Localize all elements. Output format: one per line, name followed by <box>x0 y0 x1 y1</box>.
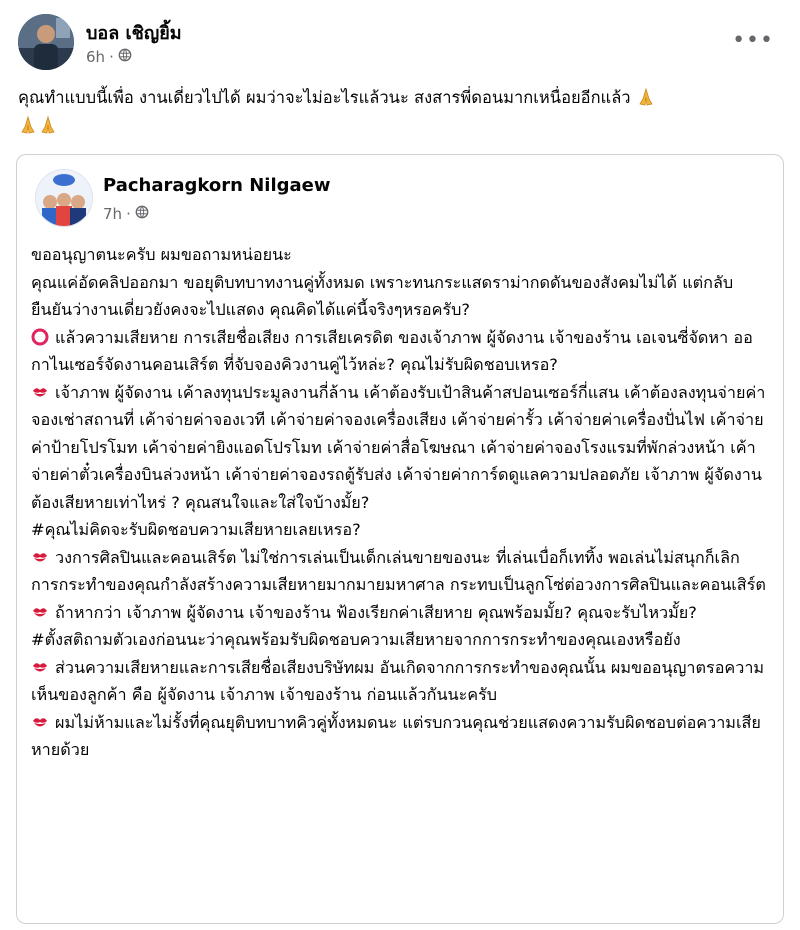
post-time[interactable]: 6h <box>86 48 106 66</box>
shared-post-line <box>31 654 771 709</box>
shared-post-line-text: วงการศิลปินและคอนเสิร์ต ไม่ใช่การเล่นเป็นเด็กเล่นขายของนะ ที่เล่นเบื่อก็เททิ้ง พอเล่นไม่สนุกก็เลิก การกระทำของคุณกำลังสร้างความเสียหายมากมายมหาศาล กระทบเป็นลูกโซ่ต่อวงการศิลปินและคอนเสิร์ต <box>31 547 766 594</box>
shared-post-line <box>31 599 771 627</box>
shared-post-line-text: แล้วความเสียหาย การเสียชื่อเสียง การเสียเครดิต ของเจ้าภาพ ผู้จัดงาน เจ้าของร้าน เอเจนซี่จัดหา ออกาไนเซอร์จัดงานคอนเสิร์ต ที่จับจองคิวงานคู่ไว้หล่ะ? คุณไม่รับผิดชอบเหรอ? <box>31 327 753 374</box>
shared-post-line <box>31 709 771 764</box>
shared-post-meta: 7h · <box>103 205 149 223</box>
shared-post-line-text: ผมไม่ห้ามและไม่รั้งที่คุณยุติบทบาทคิวคู่ทั้งหมดนะ แต่รบกวนคุณช่วยแสดงความรับผิดชอบต่อความเสียหายด้วย <box>31 712 761 759</box>
shared-post-line-text: ขออนุญาตนะครับ ผมขอถามหน่อยนะ <box>31 245 292 264</box>
post-header <box>18 14 782 74</box>
shared-post-card[interactable] <box>16 154 784 924</box>
shared-post-line <box>31 269 771 324</box>
shared-post-line <box>31 324 771 379</box>
shared-post-line <box>31 516 771 544</box>
post-text <box>18 84 778 140</box>
shared-post-line-text: #คุณไม่คิดจะรับผิดชอบความเสียหายเลยเหรอ? <box>31 520 361 539</box>
shared-author-avatar[interactable] <box>35 169 93 227</box>
shared-post-line-text: #ตั้งสติถามตัวเองก่อนนะว่าคุณพร้อมรับผิดชอบความเสียหายจากการกระทำของคุณเองหรือยัง <box>31 630 681 649</box>
shared-post-line-text: เจ้าภาพ ผู้จัดงาน เค้าลงทุนประมูลงานกี่ล้าน เค้าต้องรับเป้าสินค้าสปอนเซอร์กี่แสน เค้าต้องลงทุนจ่ายค่าจองเช่าสถานที่ เค้าจ่ายค่าจองเวที เค้าจ่ายค่าจองเครื่องเสียง เค้าจ่ายค่ารั้ว เค้าจ่ายค่าเครื่องปั่นไฟ เค้าจ่ายค่าป้ายโปรโมท เค้าจ่ายค่ายิงแอดโปรโมท เค้าจ่ายค่าสื่อโฆษณา เค้าจ่ายค่าจองโรงแรมที่พักล่วงหน้า เค้าจ่ายค่าตั๋วเครื่องบินล่วงหน้า เค้าจ่ายค่าจองรถตู้รับส่ง เค้าจ่ายค่าการ์ดดูแลความปลอดภัย เจ้าภาพ ผู้จัดงานต้องเสียหายเท่าไหร่ ? คุณสนใจและใส่ใจบ้างมั้ย? <box>31 382 766 512</box>
shared-post-line <box>31 544 771 599</box>
kiss-mark-icon <box>31 712 49 730</box>
kiss-mark-icon <box>31 602 49 620</box>
praying-hands-icon <box>18 115 38 135</box>
shared-post-line-text: ถ้าหากว่า เจ้าภาพ ผู้จัดงาน เจ้าของร้าน ฟ้องเรียกค่าเสียหาย คุณพร้อมมั้ย? คุณจะรับไหวมั้ย? <box>55 602 697 622</box>
globe-icon <box>118 48 132 66</box>
post-text-content: คุณทำแบบนี้เพื่อ งานเดี่ยวไปได้ ผมว่าจะไม่อะไรแล้วนะ สงสารพี่ดอนมากเหนื่อยอีกแล้ว <box>18 88 631 107</box>
author-avatar[interactable] <box>18 14 74 70</box>
kiss-mark-icon <box>31 382 49 400</box>
author-name[interactable]: บอล เชิญยิ้ม <box>86 23 182 44</box>
more-options-icon[interactable]: ••• <box>732 28 774 53</box>
shared-post-line <box>31 626 771 654</box>
shared-post-line-text: คุณแค่อัดคลิปออกมา ขอยุติบทบาทงานคู่ทั้งหมด เพราะทนกระแสดราม่ากดดันของสังคมไม่ได้ แต่กลับยืนยันว่างานเดี่ยวยังคงจะไปแสดง คุณคิดได้แค่นี้จริงๆหรอครับ? <box>31 272 734 319</box>
shared-author-name[interactable]: Pacharagkorn Nilgaew <box>103 175 331 196</box>
praying-hands-icon <box>636 87 656 107</box>
praying-hands-icon <box>38 115 58 135</box>
shared-post-line <box>31 241 771 269</box>
kiss-mark-icon <box>31 547 49 565</box>
globe-icon <box>135 205 149 223</box>
shared-post-header <box>35 169 735 229</box>
red-circle-icon <box>31 327 49 345</box>
shared-post-body <box>31 241 771 764</box>
post-meta: 6h · <box>86 48 132 66</box>
shared-post-line <box>31 379 771 517</box>
kiss-mark-icon <box>31 657 49 675</box>
shared-post-line-text: ส่วนความเสียหายและการเสียชื่อเสียงบริษัทผม อันเกิดจากการกระทำของคุณนั้น ผมขออนุญาตรอความเห็นของลูกค้า คือ ผู้จัดงาน เจ้าภาพ เจ้าของร้าน ก่อนแล้วกันนะครับ <box>31 657 765 704</box>
shared-post-time[interactable]: 7h <box>103 205 123 223</box>
